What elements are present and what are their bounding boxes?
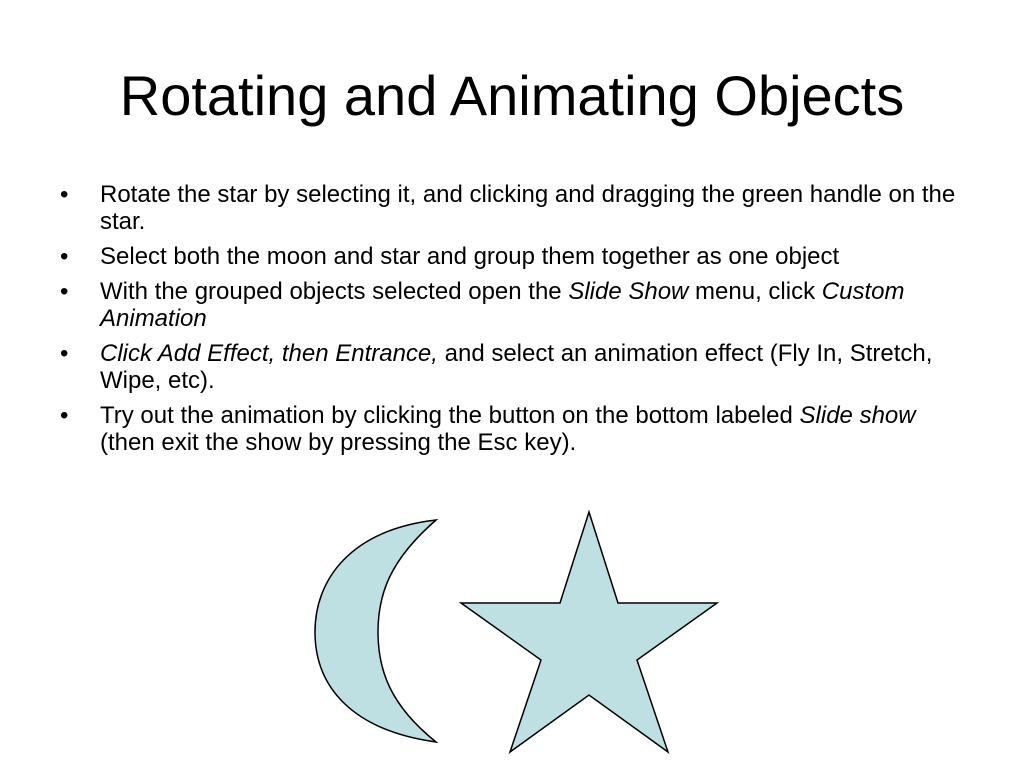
bullet-marker: • <box>60 402 69 429</box>
button-name-emphasis: Slide show <box>799 402 916 429</box>
command-emphasis: Click Add Effect, then Entrance, <box>100 340 438 367</box>
bullet-text-part: Try out the animation by clicking the button on the bottom labeled <box>100 402 800 429</box>
menu-name-emphasis: Slide Show <box>568 278 689 305</box>
crescent-moon-icon[interactable] <box>315 520 436 742</box>
bullet-marker: • <box>60 278 69 305</box>
bullet-marker: • <box>60 340 69 367</box>
bullet-text-part: Select both the moon and star and group them together as one object <box>100 243 840 270</box>
bullet-marker: • <box>60 181 69 208</box>
slide-title: Rotating and Animating Objects <box>119 64 905 127</box>
bullet-text-part: menu, click <box>688 278 822 305</box>
menu-item-emphasis: Custom Animation <box>100 278 905 332</box>
five-point-star-icon[interactable] <box>461 512 717 752</box>
bullet-text-part: With the grouped objects selected open the <box>100 278 569 305</box>
bullet-text-part: (then exit the show by pressing the Esc key). <box>100 429 577 456</box>
bullet-text-part: and select an animation effect (Fly In, Stretch, Wipe, etc). <box>100 340 933 394</box>
bullet-marker: • <box>60 243 69 270</box>
bullet-text-part: Rotate the star by selecting it, and clicking and dragging the green handle on the star. <box>100 181 956 235</box>
